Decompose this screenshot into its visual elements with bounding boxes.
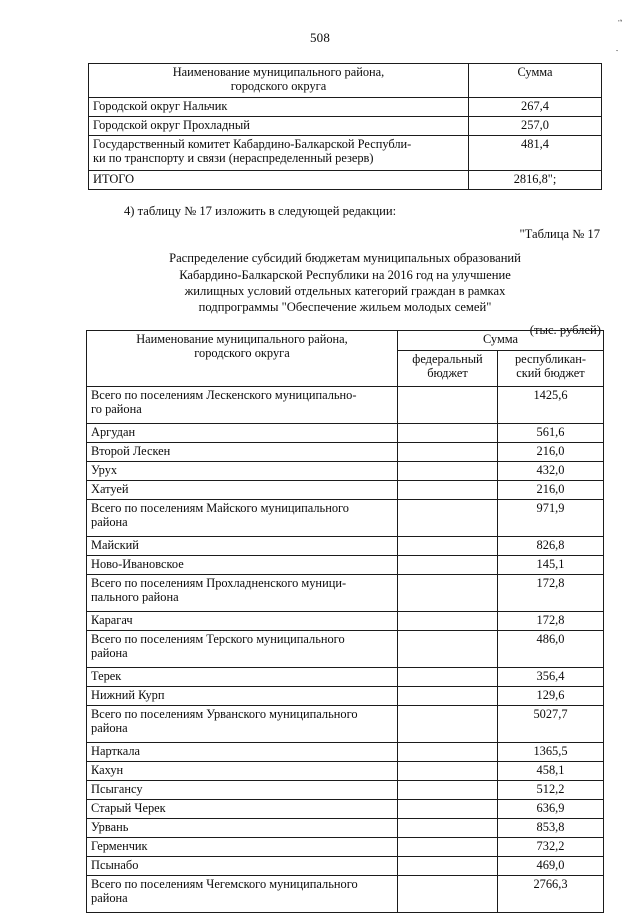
column-header-sum-group: Сумма <box>398 331 604 351</box>
column-header-sum: Сумма <box>469 64 602 98</box>
table-one-body <box>89 64 602 190</box>
table-row <box>87 687 604 706</box>
row-federal-budget <box>398 706 498 743</box>
row-name: Кахун <box>87 762 398 781</box>
row-republican-budget: 469,0 <box>498 857 604 876</box>
row-name: Ново-Ивановское <box>87 556 398 575</box>
row-name: Всего по поселениям Майского муниципального района <box>87 500 398 537</box>
table-row <box>87 424 604 443</box>
row-name: ИТОГО <box>89 171 469 190</box>
table-row <box>87 743 604 762</box>
row-name: Хатуей <box>87 481 398 500</box>
row-federal-budget <box>398 876 498 913</box>
row-name: Урух <box>87 462 398 481</box>
row-federal-budget <box>398 781 498 800</box>
row-federal-budget <box>398 857 498 876</box>
table-row <box>89 117 602 136</box>
row-federal-budget <box>398 500 498 537</box>
row-republican-budget: 356,4 <box>498 668 604 687</box>
table-title-line: Кабардино-Балкарской Республики на 2016 год на улучшение <box>179 267 511 282</box>
row-sum: 267,4 <box>469 98 602 117</box>
row-sum: 481,4 <box>469 136 602 171</box>
row-sum: 2816,8"; <box>469 171 602 190</box>
table-row <box>87 556 604 575</box>
row-name: Псыгансу <box>87 781 398 800</box>
table-row <box>89 136 602 171</box>
row-federal-budget <box>398 631 498 668</box>
row-republican-budget: 971,9 <box>498 500 604 537</box>
table-row <box>89 98 602 117</box>
row-federal-budget <box>398 462 498 481</box>
row-republican-budget: 561,6 <box>498 424 604 443</box>
row-name: Псынабо <box>87 857 398 876</box>
row-republican-budget: 512,2 <box>498 781 604 800</box>
row-republican-budget: 172,8 <box>498 612 604 631</box>
table-two-data-rows <box>87 387 604 913</box>
table-row <box>87 481 604 500</box>
row-sum: 257,0 <box>469 117 602 136</box>
row-federal-budget <box>398 537 498 556</box>
table-header-row-top <box>87 331 604 351</box>
table-row <box>87 537 604 556</box>
row-name: Второй Лескен <box>87 443 398 462</box>
table-number-label: "Таблица № 17 <box>519 227 600 242</box>
row-federal-budget <box>398 743 498 762</box>
row-republican-budget: 853,8 <box>498 819 604 838</box>
table-row <box>87 857 604 876</box>
row-name: Нарткала <box>87 743 398 762</box>
table-title <box>88 250 602 315</box>
row-federal-budget <box>398 575 498 612</box>
row-republican-budget: 1365,5 <box>498 743 604 762</box>
row-federal-budget <box>398 481 498 500</box>
table-row <box>87 387 604 424</box>
row-name: Всего по поселениям Урванского муниципального района <box>87 706 398 743</box>
table-title-line: подпрограммы "Обеспечение жильем молодых семей" <box>198 300 492 315</box>
column-header-republican-budget: республикан- ский бюджет <box>498 351 604 387</box>
row-republican-budget: 172,8 <box>498 575 604 612</box>
table-row <box>87 800 604 819</box>
table-row <box>87 781 604 800</box>
row-republican-budget: 636,9 <box>498 800 604 819</box>
row-republican-budget: 2766,3 <box>498 876 604 913</box>
row-name: Городской округ Прохладный <box>89 117 469 136</box>
page-number: 508 <box>309 30 331 45</box>
mid-text-block <box>88 203 602 338</box>
row-name: Карагач <box>87 612 398 631</box>
table-row <box>87 443 604 462</box>
column-header-name: Наименование муниципального района, городского округа <box>87 331 398 387</box>
amendment-lead-line: 4) таблицу № 17 изложить в следующей редакции: <box>124 204 397 218</box>
row-federal-budget <box>398 443 498 462</box>
row-federal-budget <box>398 612 498 631</box>
row-federal-budget <box>398 762 498 781</box>
table-row <box>87 462 604 481</box>
table-row <box>87 838 604 857</box>
row-republican-budget: 458,1 <box>498 762 604 781</box>
row-name: Урвань <box>87 819 398 838</box>
row-republican-budget: 432,0 <box>498 462 604 481</box>
table-row <box>87 876 604 913</box>
table-row <box>87 819 604 838</box>
row-federal-budget <box>398 424 498 443</box>
table-row <box>87 668 604 687</box>
table-row <box>87 706 604 743</box>
row-name: Нижний Курп <box>87 687 398 706</box>
row-federal-budget <box>398 838 498 857</box>
row-name: Всего по поселениям Прохладненского муници- пального района <box>87 575 398 612</box>
row-name: Терек <box>87 668 398 687</box>
row-name: Майский <box>87 537 398 556</box>
row-name: Герменчик <box>87 838 398 857</box>
table-title-line: жилищных условий отдельных категорий граждан в рамках <box>184 283 506 298</box>
row-republican-budget: 129,6 <box>498 687 604 706</box>
row-name: Всего по поселениям Терского муниципального района <box>87 631 398 668</box>
row-name: Всего по поселениям Чегемского муниципального района <box>87 876 398 913</box>
row-republican-budget: 826,8 <box>498 537 604 556</box>
row-federal-budget <box>398 687 498 706</box>
row-federal-budget <box>398 819 498 838</box>
column-header-federal-budget: федеральный бюджет <box>398 351 498 387</box>
row-federal-budget <box>398 668 498 687</box>
table-row <box>87 575 604 612</box>
table-row-total <box>89 171 602 190</box>
table-row <box>87 762 604 781</box>
row-name: Городской округ Нальчик <box>89 98 469 117</box>
table-row <box>87 631 604 668</box>
summary-table-one <box>88 63 602 190</box>
row-name: Государственный комитет Кабардино-Балкарской Республи- ки по транспорту и связи (нераспределенный резерв) <box>89 136 469 171</box>
table-title-line: Распределение субсидий бюджетам муниципальных образований <box>169 251 521 266</box>
row-republican-budget: 1425,6 <box>498 387 604 424</box>
row-republican-budget: 732,2 <box>498 838 604 857</box>
row-federal-budget <box>398 387 498 424</box>
scan-artifact-icon: . <box>615 42 619 54</box>
row-name: Всего по поселениям Лескенского муниципально- го района <box>87 387 398 424</box>
row-republican-budget: 5027,7 <box>498 706 604 743</box>
table-row <box>87 500 604 537</box>
row-republican-budget: 486,0 <box>498 631 604 668</box>
table-two-body <box>87 331 604 387</box>
table-row <box>87 612 604 631</box>
units-label: (тыс. рублей) <box>529 322 601 337</box>
row-name: Аргудан <box>87 424 398 443</box>
row-republican-budget: 216,0 <box>498 443 604 462</box>
subsidies-table-two <box>86 330 604 913</box>
row-federal-budget <box>398 556 498 575</box>
scan-artifact-icon: ., <box>615 12 623 24</box>
row-federal-budget <box>398 800 498 819</box>
row-republican-budget: 216,0 <box>498 481 604 500</box>
column-header-name: Наименование муниципального района, городского округа <box>89 64 469 98</box>
row-name: Старый Черек <box>87 800 398 819</box>
table-header-row <box>89 64 602 98</box>
row-republican-budget: 145,1 <box>498 556 604 575</box>
